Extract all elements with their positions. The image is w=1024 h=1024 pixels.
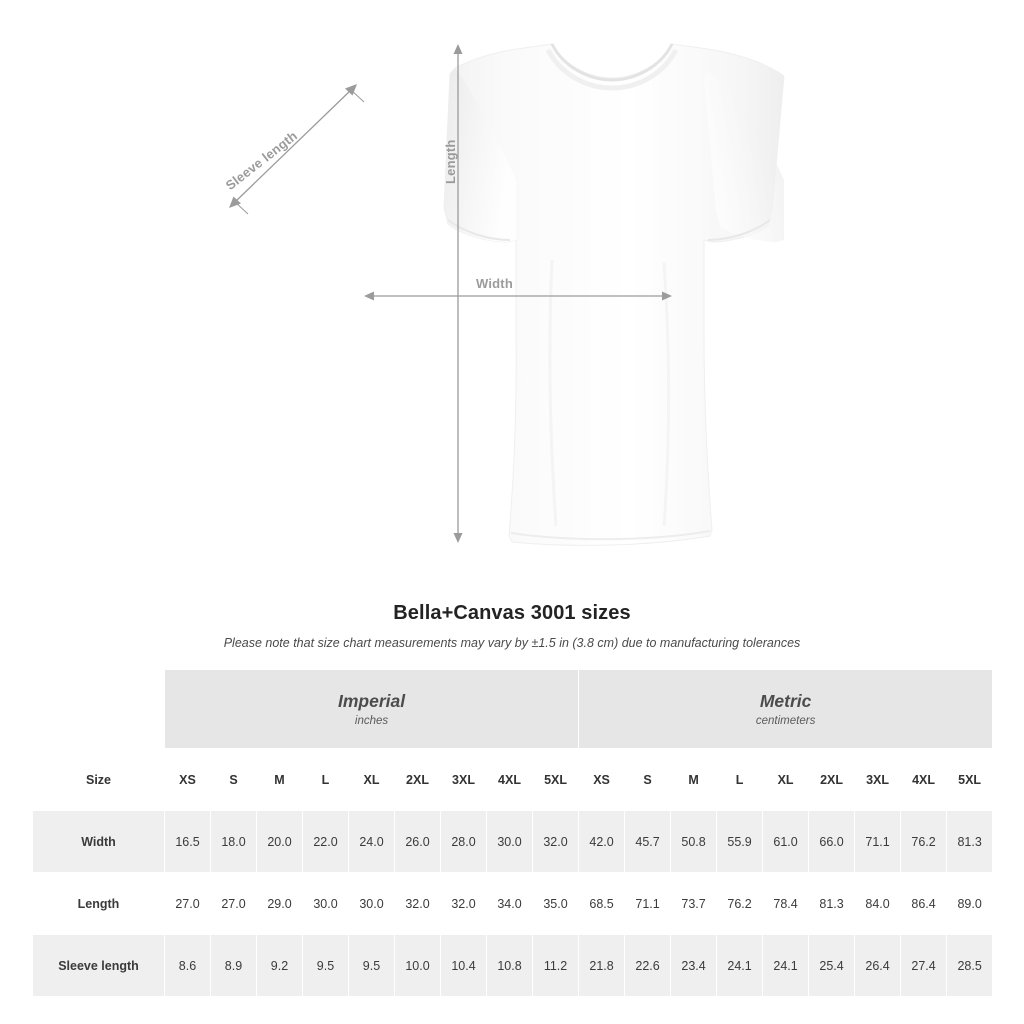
measurement-cell: 24.1 — [717, 935, 763, 997]
measurement-cell: 30.0 — [303, 873, 349, 935]
system-name: Metric — [759, 690, 812, 711]
measurement-cell: 78.4 — [763, 873, 809, 935]
measurement-cell: 10.4 — [441, 935, 487, 997]
system-header-metric — [579, 670, 993, 749]
measurement-cell: 11.2 — [533, 935, 579, 997]
size-column-header: XL — [349, 749, 395, 811]
heading-block — [0, 602, 1024, 650]
system-unit: centimeters — [755, 715, 816, 728]
measurement-cell: 26.4 — [855, 935, 901, 997]
measurement-cell: 76.2 — [717, 873, 763, 935]
measurement-cell: 50.8 — [671, 811, 717, 873]
system-header-imperial — [165, 670, 579, 749]
measurement-cell: 32.0 — [533, 811, 579, 873]
size-column-header: M — [671, 749, 717, 811]
size-column-header: S — [211, 749, 257, 811]
measurement-cell: 25.4 — [809, 935, 855, 997]
measurement-cell: 61.0 — [763, 811, 809, 873]
measurement-cell: 32.0 — [441, 873, 487, 935]
measurement-cell: 28.0 — [441, 811, 487, 873]
measurement-cell: 21.8 — [579, 935, 625, 997]
page-title: Bella+Canvas 3001 sizes — [393, 602, 631, 624]
size-header-cell: Size — [33, 749, 165, 811]
size-table-wrap — [32, 669, 992, 997]
measurement-cell: 68.5 — [579, 873, 625, 935]
measurement-cell: 9.5 — [303, 935, 349, 997]
measurement-cell: 71.1 — [855, 811, 901, 873]
size-column-header: 5XL — [947, 749, 993, 811]
measurement-cell: 20.0 — [257, 811, 303, 873]
table-row — [33, 873, 993, 935]
measurement-cell: 30.0 — [349, 873, 395, 935]
measurement-cell: 9.5 — [349, 935, 395, 997]
size-header-row — [33, 749, 993, 811]
table-corner-cell — [33, 670, 165, 749]
measurement-cell: 55.9 — [717, 811, 763, 873]
size-column-header: XL — [763, 749, 809, 811]
row-label: Sleeve length — [33, 935, 165, 997]
size-column-header: 2XL — [809, 749, 855, 811]
measurement-cell: 76.2 — [901, 811, 947, 873]
measurement-cell: 10.0 — [395, 935, 441, 997]
row-label: Length — [33, 873, 165, 935]
measurement-cell: 34.0 — [487, 873, 533, 935]
size-column-header: 4XL — [901, 749, 947, 811]
tshirt-graphic — [212, 30, 812, 560]
measurement-cell: 81.3 — [809, 873, 855, 935]
measurement-cell: 84.0 — [855, 873, 901, 935]
table-row — [33, 811, 993, 873]
measurement-cell: 18.0 — [211, 811, 257, 873]
size-column-header: XS — [579, 749, 625, 811]
measurement-cell: 32.0 — [395, 873, 441, 935]
measurement-cell: 9.2 — [257, 935, 303, 997]
measurement-cell: 29.0 — [257, 873, 303, 935]
measurement-cell: 86.4 — [901, 873, 947, 935]
size-table — [32, 669, 993, 997]
measurement-cell: 24.0 — [349, 811, 395, 873]
size-column-header: 5XL — [533, 749, 579, 811]
size-column-header: 3XL — [855, 749, 901, 811]
system-name: Imperial — [337, 690, 406, 711]
size-column-header: 2XL — [395, 749, 441, 811]
length-label: Length — [443, 139, 458, 184]
measurement-cell: 42.0 — [579, 811, 625, 873]
tolerance-note: Please note that size chart measurements may vary by ±1.5 in (3.8 cm) due to manufacturing tolerances — [223, 636, 801, 650]
measurement-cell: 30.0 — [487, 811, 533, 873]
row-label: Width — [33, 811, 165, 873]
sleeve-length-label: Sleeve length — [222, 127, 301, 193]
size-column-header: XS — [165, 749, 211, 811]
measurement-cell: 66.0 — [809, 811, 855, 873]
size-column-header: L — [717, 749, 763, 811]
system-unit: inches — [354, 715, 389, 728]
measurement-cell: 8.6 — [165, 935, 211, 997]
measurement-cell: 23.4 — [671, 935, 717, 997]
size-column-header: L — [303, 749, 349, 811]
measurement-cell: 81.3 — [947, 811, 993, 873]
measurement-cell: 10.8 — [487, 935, 533, 997]
measurement-cell: 89.0 — [947, 873, 993, 935]
measurement-cell: 22.6 — [625, 935, 671, 997]
measurement-cell: 73.7 — [671, 873, 717, 935]
measurement-cell: 27.0 — [211, 873, 257, 935]
table-row — [33, 935, 993, 997]
size-column-header: 3XL — [441, 749, 487, 811]
measurement-cell: 16.5 — [165, 811, 211, 873]
measurement-cell: 27.4 — [901, 935, 947, 997]
system-header-row — [33, 670, 993, 749]
measurement-cell: 45.7 — [625, 811, 671, 873]
measurement-cell: 27.0 — [165, 873, 211, 935]
measurement-cell: 28.5 — [947, 935, 993, 997]
size-column-header: S — [625, 749, 671, 811]
measurement-cell: 35.0 — [533, 873, 579, 935]
measurement-cell: 22.0 — [303, 811, 349, 873]
width-label: Width — [476, 276, 513, 291]
size-column-header: 4XL — [487, 749, 533, 811]
measurement-cell: 8.9 — [211, 935, 257, 997]
size-column-header: M — [257, 749, 303, 811]
measurement-cell: 24.1 — [763, 935, 809, 997]
measurement-cell: 26.0 — [395, 811, 441, 873]
measurement-cell: 71.1 — [625, 873, 671, 935]
